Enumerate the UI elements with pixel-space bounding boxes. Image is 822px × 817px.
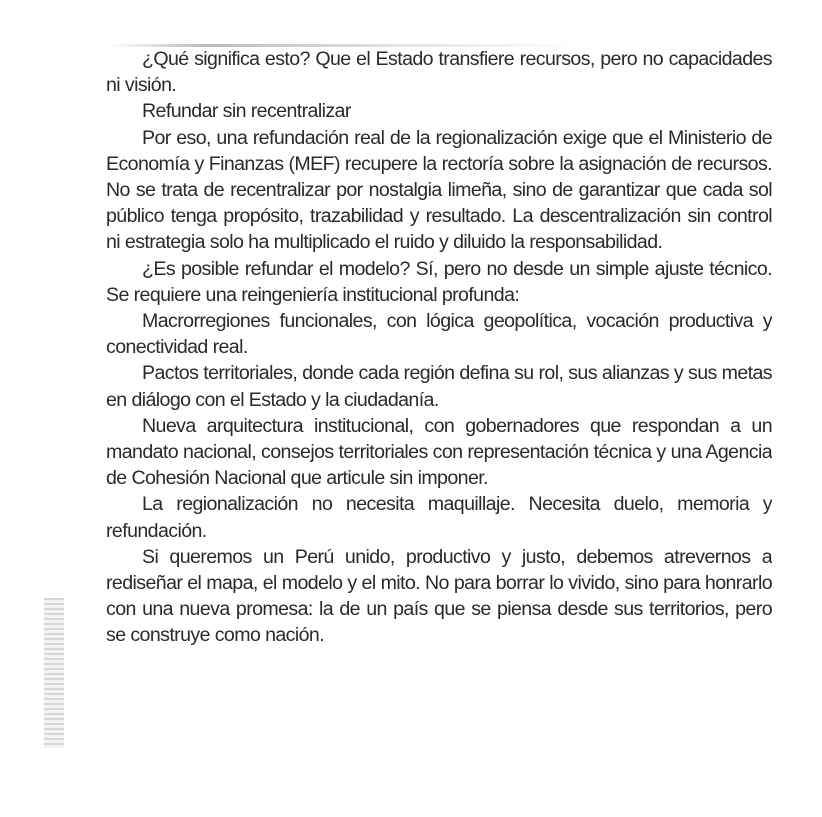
paragraph-territorial-pacts: Pactos territoriales, donde cada región defina su rol, sus alianzas y sus metas en diálogo con el Estado y la ciudadanía. (106, 362, 772, 411)
margin-artifact (44, 598, 64, 748)
paragraph-conclusion: Si queremos un Perú unido, productivo y justo, debemos atrevernos a rediseñar el mapa, el modelo y el mito. No para borrar lo vivido, sino para honrarlo con una nueva promesa: la de un país que se piensa desde sus territorios, pero se construye como nación. (106, 545, 772, 647)
article-body (106, 46, 772, 746)
paragraph-architecture: Nueva arquitectura institucional, con gobernadores que respondan a un mandato nacional, consejos territoriales con representación técnica y una Agencia de Cohesión Nacional que articule sin imponer. (106, 414, 772, 490)
paragraph-macroregions: Macrorregiones funcionales, con lógica geopolítica, vocación productiva y conectividad real. (106, 310, 772, 359)
paragraph-question-model: ¿Es posible refundar el modelo? Sí, pero no desde un simple ajuste técnico. Se requiere una reingeniería institucional profunda: (106, 257, 772, 306)
paragraph-makeup: La regionalización no necesita maquillaje. Necesita duelo, memoria y refundación. (106, 493, 772, 542)
section-subhead: Refundar sin recentralizar (142, 100, 351, 123)
paragraph-intro-question: ¿Qué significa esto? Que el Estado transfiere recursos, pero no capacidades ni visión. (106, 48, 772, 97)
paragraph-refoundation: Por eso, una refundación real de la regionalización exige que el Ministerio de Economía y Finanzas (MEF) recupere la rectoría sobre la asignación de recursos. No se trata de recentralizar por nostalgia limeña, sino de garantizar que cada sol público tenga propósito, trazabilidad y resultado. La descentralización sin control ni estrategia solo ha multiplicado el ruido y diluido la responsabilidad. (106, 126, 772, 254)
